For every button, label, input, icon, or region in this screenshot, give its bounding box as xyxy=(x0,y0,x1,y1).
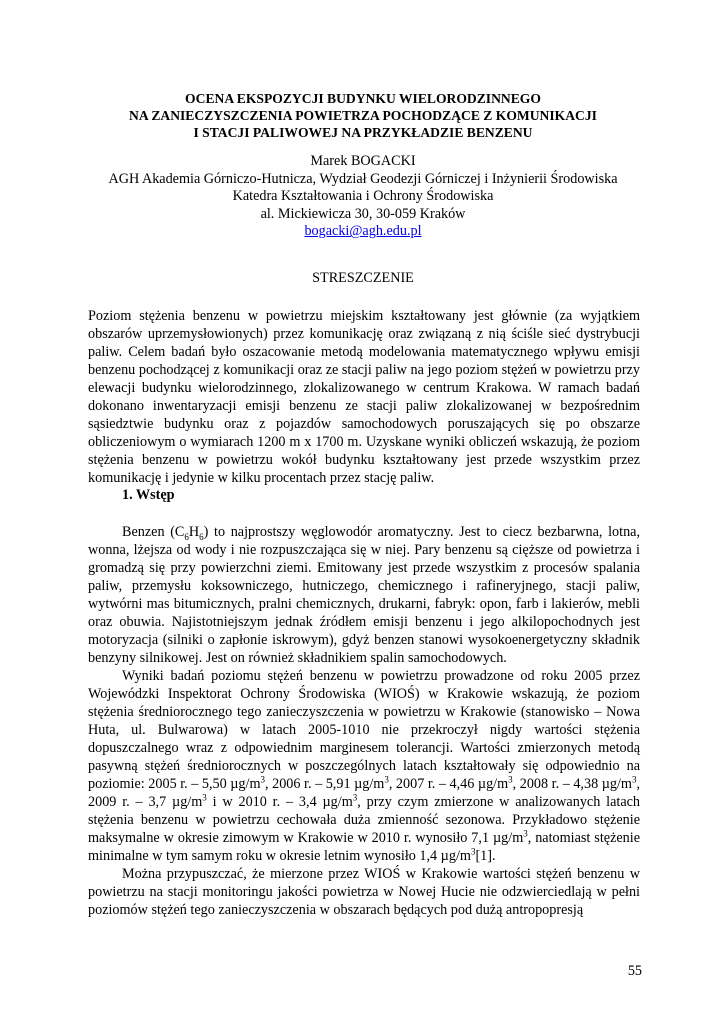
title-line-1: OCENA EKSPOZYCJI BUDYNKU WIELORODZINNEGO xyxy=(185,91,541,106)
abstract-text: Poziom stężenia benzenu w powietrzu miejskim kształtowany jest głównie (za wyjątkiem obszarów uprzemysłowionych) przez komunikację oraz związaną z nią ściśle sieć dystrybucji paliw. Celem badań było oszacowanie metodą modelowania matematycznego wpływu emisji benzenu pochodzącej z komunikacji oraz ze stacji paliw na jego poziom stężeń w powietrzu przy elewacji budynku wielorodzinnego, zlokalizowanego w centrum Krakowa. W ramach badań dokonano inwentaryzacji emisji benzenu ze stacji paliw zlokalizowanej w bezpośrednim sąsiedztwie budynku oraz z pojazdów samochodowych poruszających się po obszarze obliczeniowym o wymiarach 1200 m x 1700 m. Uzyskane wyniki obliczeń wskazują, że poziom stężenia benzenu w powietrzu wokół budynku kształtowany jest przede wszystkim przez komunikację i jedynie w kilku procentach przez stację paliw. xyxy=(88,308,640,486)
author-name: Marek BOGACKI xyxy=(310,153,416,169)
title-line-3: I STACJI PALIWOWEJ NA PRZYKŁADZIE BENZENU xyxy=(193,125,533,140)
paper-title xyxy=(88,90,638,141)
author-email-link[interactable]: bogacki@agh.edu.pl xyxy=(304,223,422,240)
paragraph-1: Benzen $(C_6H_6)$ to najprostszy węglowodór aromatyczny. Jest to ciecz bezbarwna, lotna, wonna, lżejsza od wody i nie rozpuszczająca się w niej. Pary benzenu są cięższe od powietrza i gromadzą się przy powierzchni ziemi. Emitowany jest przede wszystkim z procesów spalania paliw, przemysłu koksowniczego, hutniczego, chemicznego i rafineryjnego, stacji paliw, wytwórni mas bitumicznych, pralni chemicznych, drukarni, fabryk: opon, farb i lakierów, mebli oraz obuwia. Najistotniejszym jednak źródłem emisji benzenu i jego alkilopochodnych jest motoryzacja (silniki o zapłonie iskrowym), gdyż benzen stanowi wysokoenergetyczny składnik benzyny silnikowej. Jest on również składnikiem spalin samochodowych. xyxy=(88,524,641,666)
author-address: al. Mickiewicza 30, 30-059 Kraków xyxy=(260,205,466,222)
abstract-heading: STRESZCZENIE xyxy=(312,270,414,286)
author-affiliation-1: AGH Akademia Górniczo-Hutnicza, Wydział Geodezji Górniczej i Inżynierii Środowiska xyxy=(108,170,618,187)
author-affiliation-2: Katedra Kształtowania i Ochrony Środowiska xyxy=(232,188,494,205)
page-number: 55 xyxy=(627,963,642,979)
section-body xyxy=(88,523,640,919)
title-line-2: NA ZANIECZYSZCZENIA POWIETRZA POCHODZĄCE Z KOMUNIKACJI xyxy=(129,108,597,123)
paragraph-3: Można przypuszczać, że mierzone przez WIOŚ w Krakowie wartości stężeń benzenu w powietrzu na stacji monitoringu jakości powietrza w Nowej Hucie nie odzwierciedlają w pełni poziomów stężeń tego zanieczyszczenia w obszarach będących pod dużą antropopresją xyxy=(88,866,640,918)
author-block xyxy=(88,153,638,241)
paragraph-2: Wyniki badań poziomu stężeń benzenu w powietrzu prowadzone od roku 2005 przez Wojewódzki Inspektorat Ochrony Środowiska (WIOŚ) w Krakowie wskazują, że poziom stężenia średniorocznego tego zanieczyszczenia w powietrzu w Krakowie (stanowisko – Nowa Huta, ul. Bulwarowa) w latach 2005-1010 nie przekroczył nigdy wartości stężenia dopuszczalnego wraz z odpowiednim marginesem tolerancji. Wartości zmierzonych metodą pasywną stężeń średniorocznych w poszczególnych latach kształtowały się odpowiednio na poziomie: 2005 r. – 5,50 $\mu g/m^3$, 2006 r. – 5,91 $\mu g/m^3$, 2007 r. – 4,46 $\mu g/m^3$, 2008 r. – 4,38 $\mu g/m^3$, 2009 r. – 3,7 $\mu g/m^3$ i w 2010 r. – 3,4 $\mu g/m^3$, przy czym zmierzone w analizowanych latach stężenia benzenu w powietrzu cechowała duża zmienność sezonowa. Przykładowo stężenie maksymalne w okresie zimowym w Krakowie w 2010 r. wynosiło 7,1 $\mu g/m^3$, natomiast stężenie minimalne w tym samym roku w okresie letnim wynosiło 1,4 $\mu g/m^3[1]$. xyxy=(88,668,641,864)
section-heading: 1. Wstęp xyxy=(122,487,175,503)
